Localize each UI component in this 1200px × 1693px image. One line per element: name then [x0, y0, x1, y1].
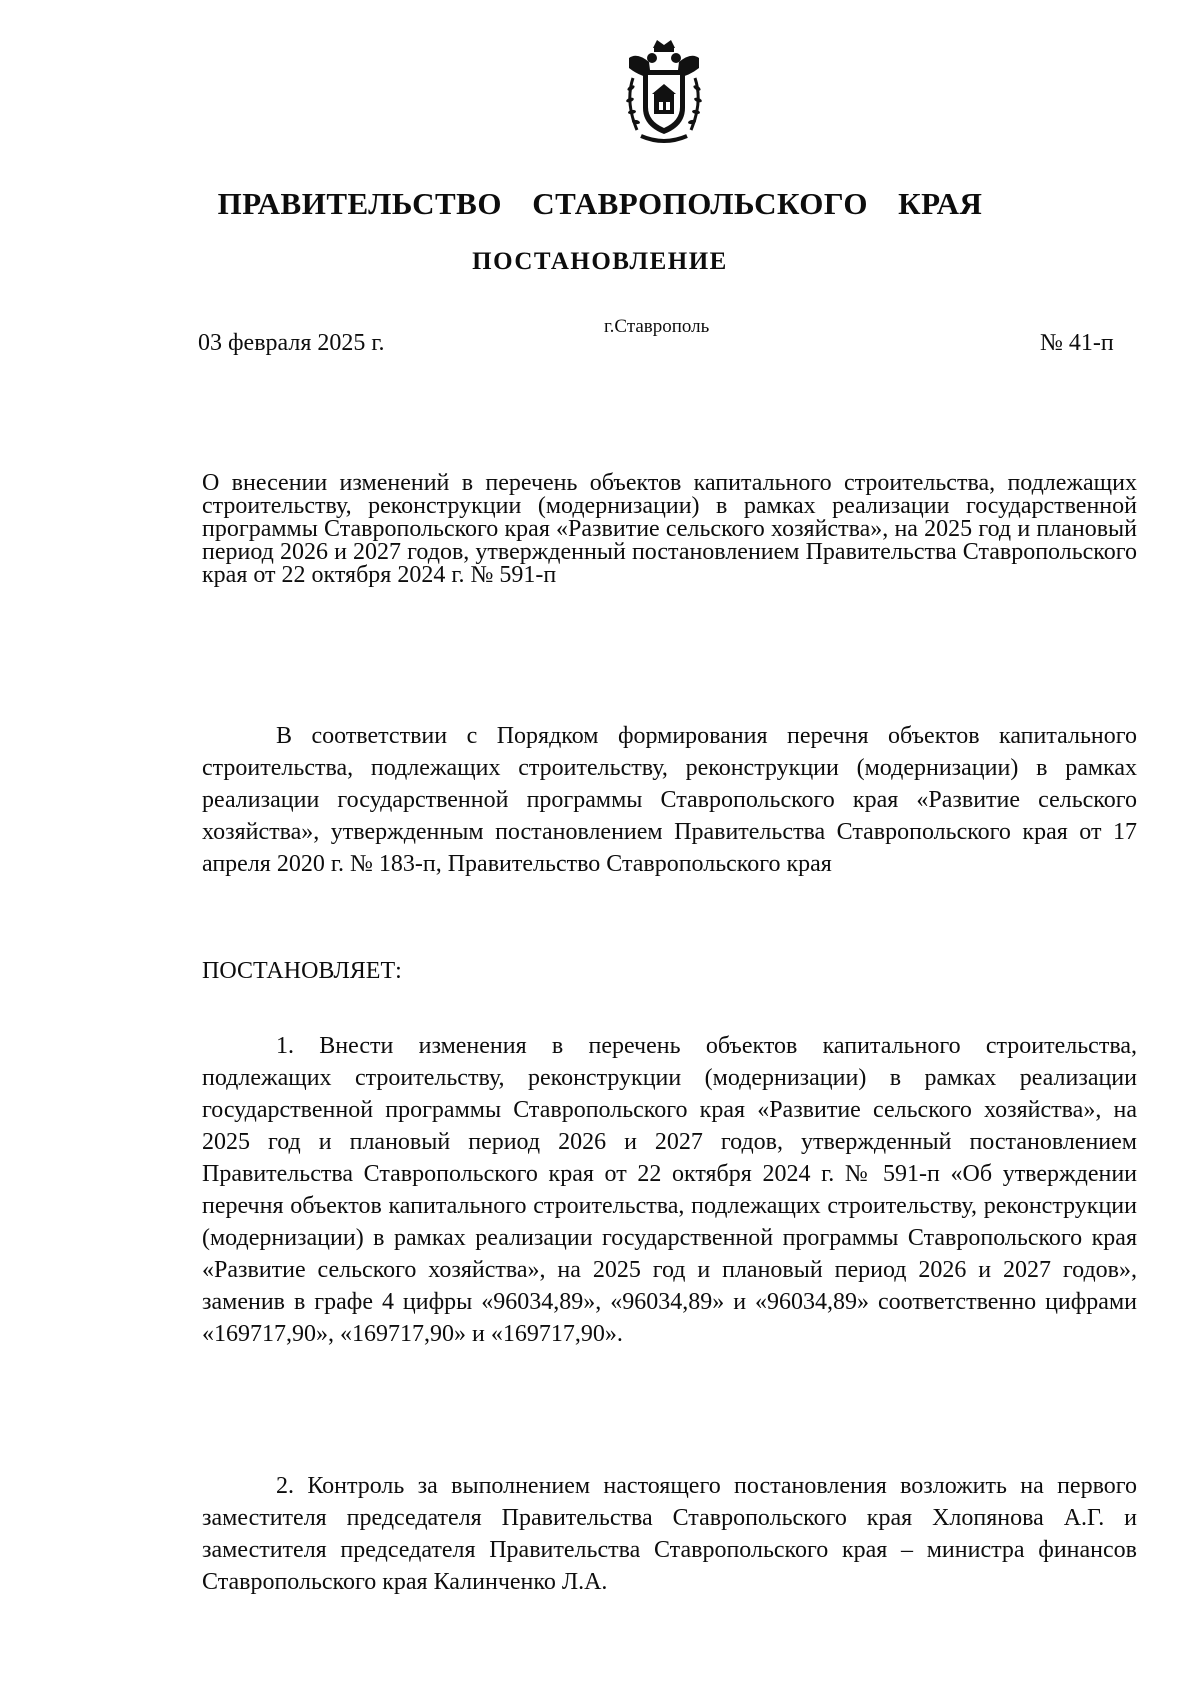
document-date: 03 февраля 2025 г. — [198, 330, 385, 356]
resolution-item: 1. Внести изменения в перечень объектов капитального строительства, подлежащих строительству, реконструкции (модернизации) в рамках реализации государственной программы Ставропольского края «Развитие сельского хозяйства», на 2025 год и плановый период 2026 и 2027 годов, утвержденный постановлением Правительства Ставропольского края от 22 октября 2024 г. № 591-п «Об утверждении перечня объектов капитального строительства, подлежащих строительству, реконструкции (модернизации) в рамках реализации государственной программы Ставропольского края «Развитие сельского хозяйства», на 2025 год и плановый период 2026 и 2027 годов», заменив в графе 4 цифры «96034,89», «96034,89» и «96034,89» соответственно цифрами «169717,90», «169717,90» и «169717,90». — [202, 1033, 1137, 1347]
resolves-heading: ПОСТАНОВЛЯЕТ: — [202, 958, 402, 984]
document-number: № 41-п — [1040, 330, 1114, 356]
coat-of-arms-icon — [623, 38, 705, 146]
document-subject: О внесении изменений в перечень объектов капитального строительства, подлежащих строительству, реконструкции (модернизации) в рамках реализации государственной программы Ставропольского края «Развитие сельского хозяйства», на 2025 год и плановый период 2026 и 2027 годов, утвержденный постановлением Правительства Ставропольского края от 22 октября 2024 г. № 591-п — [202, 470, 1137, 588]
resolution-item: 2. Контроль за выполнением настоящего постановления возложить на первого заместителя председателя Правительства Ставропольского края Хлопянова А.Г. и заместителя председателя Правительства Ставропольского края – министра финансов Ставропольского края Калинченко Л.А. — [202, 1473, 1137, 1595]
document-city: г.Ставрополь — [604, 316, 710, 337]
document-type: ПОСТАНОВЛЕНИЕ — [472, 248, 728, 275]
preamble-paragraph: В соответствии с Порядком формирования перечня объектов капитального строительства, подлежащих строительству, реконструкции (модернизации) в рамках реализации государственной программы Ставропольского края «Развитие сельского хозяйства», утвержденным постановлением Правительства Ставропольского края от 17 апреля 2020 г. № 183-п, Правительство Ставропольского края — [202, 723, 1137, 877]
organization-title: ПРАВИТЕЛЬСТВО СТАВРОПОЛЬСКОГО КРАЯ — [217, 186, 983, 221]
